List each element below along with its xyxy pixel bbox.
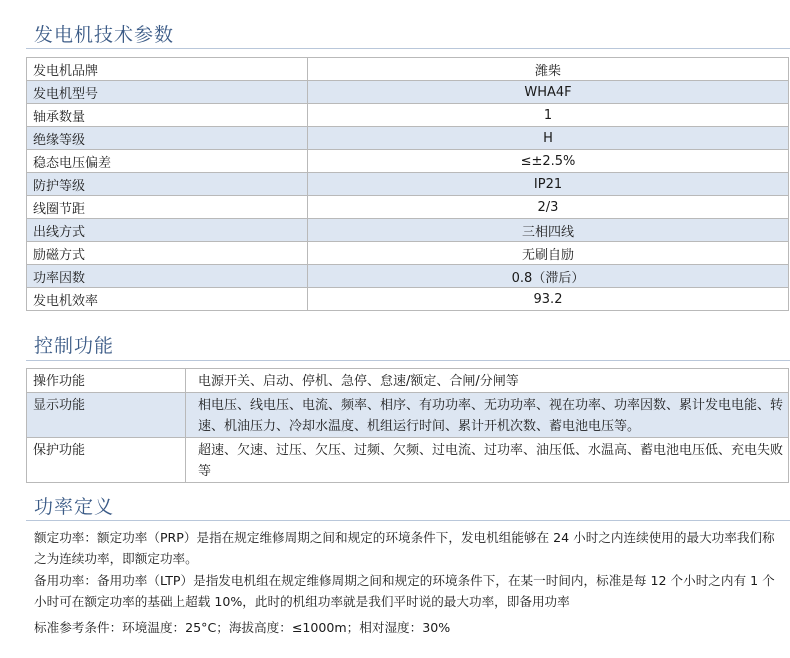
table-row — [27, 288, 789, 311]
spec-table — [26, 57, 789, 311]
table-row — [27, 127, 789, 150]
spec-value: ≤±2.5% — [308, 150, 789, 173]
spec-value: 0.8（滞后） — [308, 265, 789, 288]
section-title-control: 控制功能 — [34, 335, 115, 357]
table-row — [27, 219, 789, 242]
control-value: 超速、欠速、过压、欠压、过频、欠频、过电流、过功率、油压低、水温高、蓄电池电压低、充电失败等 — [186, 438, 789, 483]
table-row — [27, 58, 789, 81]
spec-label: 轴承数量 — [27, 104, 308, 127]
table-row — [27, 438, 789, 483]
spec-value: IP21 — [308, 173, 789, 196]
control-value: 相电压、线电压、电流、频率、相序、有功功率、无功功率、视在功率、功率因数、累计发电电能、转速、机油压力、冷却水温度、机组运行时间、累计开机次数、蓄电池电压等。 — [186, 393, 789, 438]
control-table — [26, 368, 789, 483]
control-label: 操作功能 — [27, 369, 186, 393]
spec-label: 绝缘等级 — [27, 127, 308, 150]
spec-label: 发电机型号 — [27, 81, 308, 104]
table-row — [27, 242, 789, 265]
reference-conditions: 标准参考条件：环境温度：25°C；海拔高度：≤1000m；相对湿度：30% — [34, 620, 451, 635]
table-row — [27, 81, 789, 104]
section-title-power: 功率定义 — [34, 496, 115, 518]
table-row — [27, 369, 789, 393]
spec-value: H — [308, 127, 789, 150]
section-title-tech: 发电机技术参数 — [34, 24, 175, 46]
spec-value: 2/3 — [308, 196, 789, 219]
spec-value: WHA4F — [308, 81, 789, 104]
table-row — [27, 196, 789, 219]
spec-label: 出线方式 — [27, 219, 308, 242]
divider — [26, 360, 790, 361]
spec-label: 发电机品牌 — [27, 58, 308, 81]
spec-label: 线圈节距 — [27, 196, 308, 219]
table-row — [27, 265, 789, 288]
control-value: 电源开关、启动、停机、急停、怠速/额定、合闸/分闸等 — [186, 369, 789, 393]
spec-label: 励磁方式 — [27, 242, 308, 265]
control-label: 保护功能 — [27, 438, 186, 483]
spec-value: 潍柴 — [308, 58, 789, 81]
table-row — [27, 393, 789, 438]
spec-label: 功率因数 — [27, 265, 308, 288]
spec-label: 发电机效率 — [27, 288, 308, 311]
spec-value: 93.2 — [308, 288, 789, 311]
table-row — [27, 150, 789, 173]
spec-label: 稳态电压偏差 — [27, 150, 308, 173]
spec-value: 1 — [308, 104, 789, 127]
table-row — [27, 104, 789, 127]
divider — [26, 520, 790, 521]
table-row — [27, 173, 789, 196]
control-label: 显示功能 — [27, 393, 186, 438]
spec-value: 三相四线 — [308, 219, 789, 242]
spec-label: 防护等级 — [27, 173, 308, 196]
rated-power-paragraph: 额定功率：额定功率（PRP）是指在规定维修周期之间和规定的环境条件下，发电机组能够在 24 小时之内连续使用的最大功率我们称之为连续功率，即额定功率。 — [34, 530, 775, 566]
standby-power-paragraph: 备用功率：备用功率（LTP）是指发电机组在规定维修周期之间和规定的环境条件下，在某一时间内，标准是每 12 个小时之内有 1 个小时可在额定功率的基础上超载 10%，此时的机组功率就是我们平时说的最大功率，即备用功率 — [34, 573, 775, 609]
spec-value: 无刷自励 — [308, 242, 789, 265]
divider — [26, 48, 790, 49]
